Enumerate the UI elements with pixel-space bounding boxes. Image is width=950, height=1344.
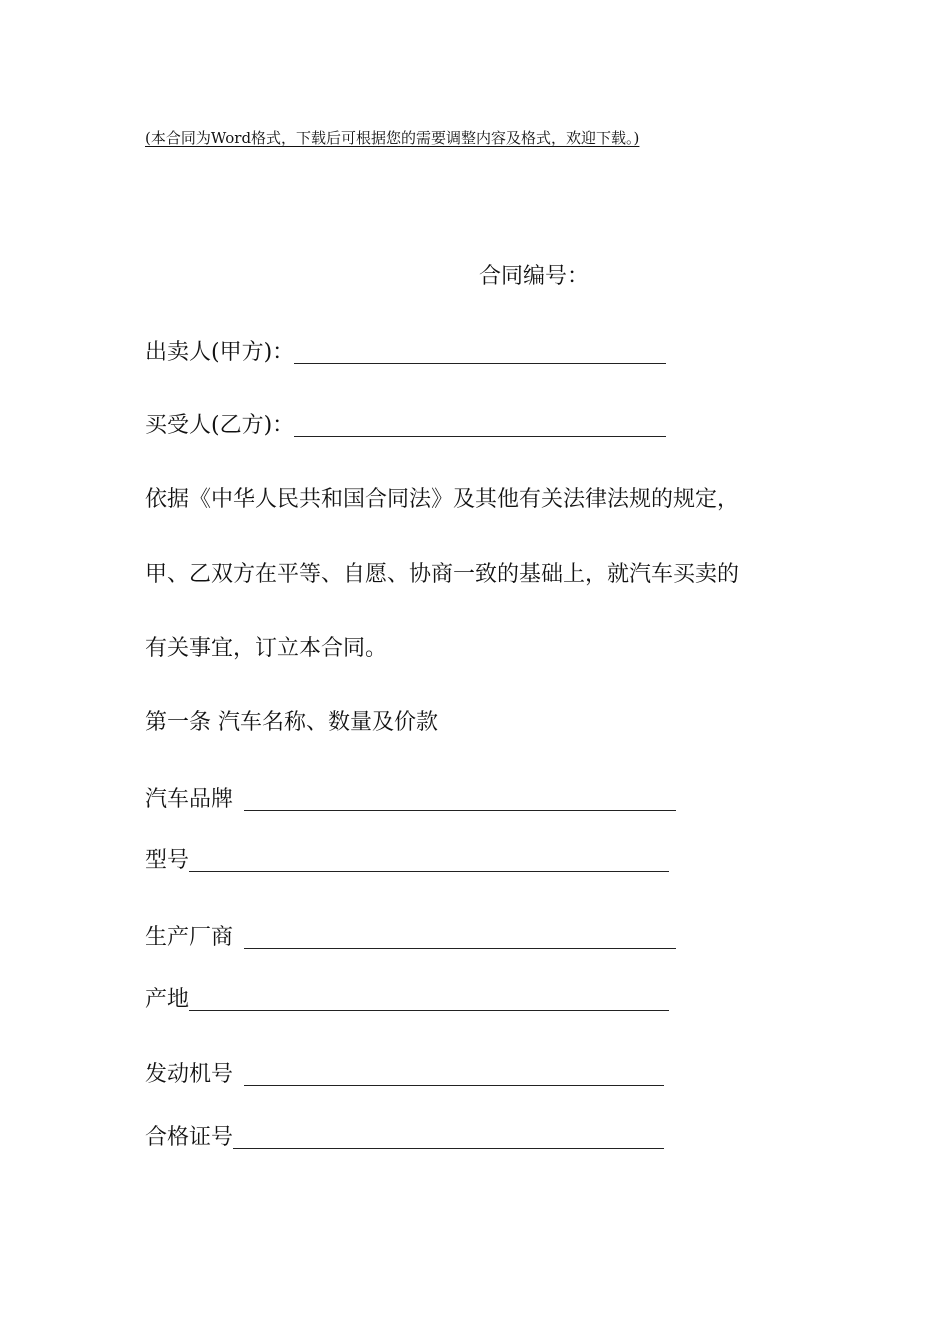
engine-no-label: 发动机号 bbox=[145, 1062, 234, 1087]
origin-blank[interactable] bbox=[189, 988, 669, 1011]
manufacturer-row bbox=[145, 923, 676, 953]
seller-blank[interactable] bbox=[294, 341, 666, 364]
intro-line-3: 有关事宜，订立本合同。 bbox=[145, 636, 388, 661]
origin-label: 产地 bbox=[145, 987, 190, 1012]
brand-row bbox=[145, 785, 676, 815]
certificate-no-blank[interactable] bbox=[233, 1126, 664, 1149]
brand-label: 汽车品牌 bbox=[145, 787, 234, 812]
intro-line-2: 甲、乙双方在平等、自愿、协商一致的基础上，就汽车买卖的 bbox=[145, 562, 740, 587]
model-blank[interactable] bbox=[189, 849, 669, 872]
intro-line-1: 依据《中华人民共和国合同法》及其他有关法律法规的规定， bbox=[145, 487, 740, 512]
contract-number-label: 合同编号： bbox=[479, 264, 590, 289]
brand-blank[interactable] bbox=[244, 788, 676, 811]
buyer-row bbox=[145, 411, 666, 441]
article1-title: 第一条 汽车名称、数量及价款 bbox=[145, 710, 438, 735]
manufacturer-label: 生产厂商 bbox=[145, 925, 234, 950]
engine-no-row bbox=[145, 1060, 664, 1090]
seller-row bbox=[145, 338, 666, 368]
model-label: 型号 bbox=[145, 848, 190, 873]
seller-label: 出卖人(甲方)： bbox=[145, 340, 295, 365]
manufacturer-blank[interactable] bbox=[244, 926, 676, 949]
origin-row bbox=[145, 985, 669, 1015]
buyer-blank[interactable] bbox=[294, 414, 666, 437]
certificate-no-label: 合格证号 bbox=[145, 1125, 234, 1150]
word-format-note: (本合同为Word格式，下载后可根据您的需要调整内容及格式，欢迎下载。) bbox=[145, 129, 640, 147]
certificate-no-row bbox=[145, 1123, 664, 1153]
engine-no-blank[interactable] bbox=[244, 1063, 664, 1086]
buyer-label: 买受人(乙方)： bbox=[145, 413, 295, 438]
model-row bbox=[145, 846, 669, 876]
